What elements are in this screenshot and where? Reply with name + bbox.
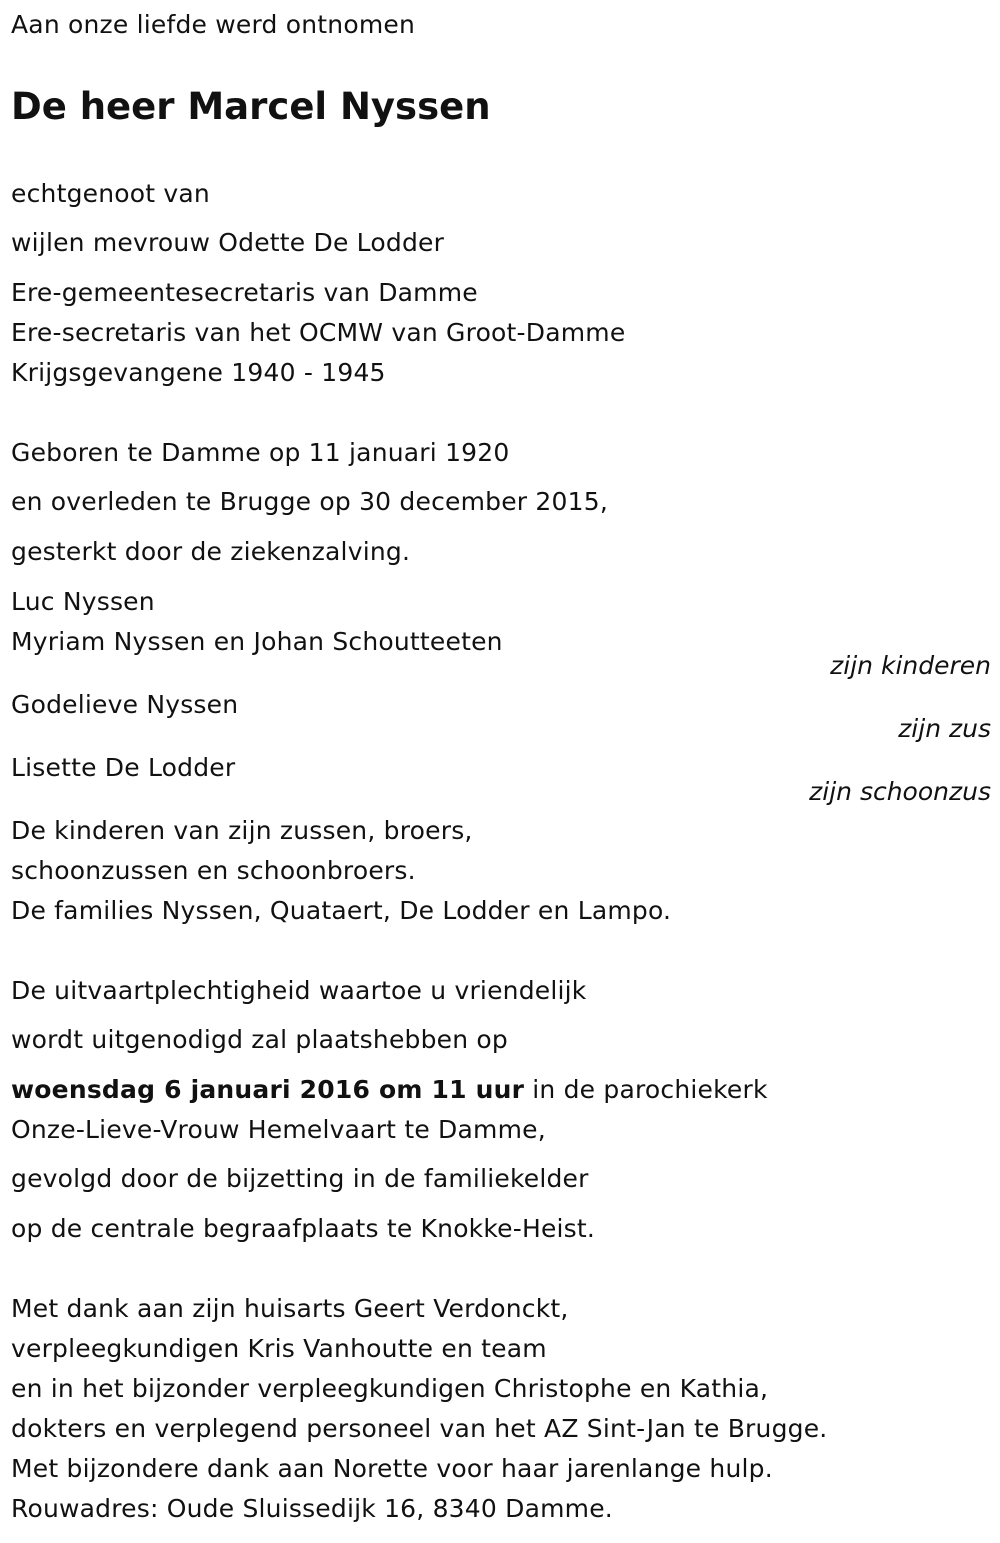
deceased-name: De heer Marcel Nyssen: [11, 85, 491, 128]
thanks-line: verpleegkundigen Kris Vanhoutte en team: [11, 1334, 547, 1363]
intro-line: Aan onze liefde werd ontnomen: [11, 10, 416, 39]
died-line: en overleden te Brugge op 30 december 2015,: [11, 487, 609, 516]
mourning-address: Rouwadres: Oude Sluissedijk 16, 8340 Damme.: [11, 1494, 613, 1523]
children-role: zijn kinderen: [830, 651, 991, 680]
thanks-line: Met dank aan zijn huisarts Geert Verdonckt,: [11, 1294, 569, 1323]
spouse-line-2: wijlen mevrouw Odette De Lodder: [11, 228, 445, 257]
sister-role: zijn zus: [898, 714, 991, 743]
burial-line-2: op de centrale begraafplaats te Knokke-Heist.: [11, 1214, 596, 1243]
thanks-line: Met bijzondere dank aan Norette voor haar jarenlange hulp.: [11, 1454, 773, 1483]
funeral-location-intro: in de parochiekerk: [524, 1075, 768, 1104]
title-line: Ere-secretaris van het OCMW van Groot-Damme: [11, 318, 626, 347]
funeral-date: woensdag 6 januari 2016 om 11 uur: [11, 1075, 525, 1104]
thanks-line: en in het bijzonder verpleegkundigen Christophe en Kathia,: [11, 1374, 769, 1403]
funeral-line-2: wordt uitgenodigd zal plaatshebben op: [11, 1025, 508, 1054]
church-line: Onze-Lieve-Vrouw Hemelvaart te Damme,: [11, 1115, 546, 1144]
child-name: Luc Nyssen: [11, 587, 155, 616]
sister-in-law-name: Lisette De Lodder: [11, 753, 236, 782]
family-line: schoonzussen en schoonbroers.: [11, 856, 416, 885]
child-name: Myriam Nyssen en Johan Schoutteeten: [11, 627, 503, 656]
born-line: Geboren te Damme op 11 januari 1920: [11, 438, 510, 467]
funeral-line-1: De uitvaartplechtigheid waartoe u vriendelijk: [11, 976, 587, 1005]
sister-in-law-role: zijn schoonzus: [809, 777, 991, 806]
title-line: Ere-gemeentesecretaris van Damme: [11, 278, 478, 307]
funeral-date-line: [11, 1075, 768, 1105]
title-line: Krijgsgevangene 1940 - 1945: [11, 358, 386, 387]
family-line: De kinderen van zijn zussen, broers,: [11, 816, 473, 845]
family-line: De families Nyssen, Quataert, De Lodder en Lampo.: [11, 896, 672, 925]
thanks-line: dokters en verplegend personeel van het AZ Sint-Jan te Brugge.: [11, 1414, 828, 1443]
sacrament-line: gesterkt door de ziekenzalving.: [11, 537, 411, 566]
spouse-line-1: echtgenoot van: [11, 179, 210, 208]
burial-line-1: gevolgd door de bijzetting in de familiekelder: [11, 1164, 589, 1193]
sister-name: Godelieve Nyssen: [11, 690, 239, 719]
